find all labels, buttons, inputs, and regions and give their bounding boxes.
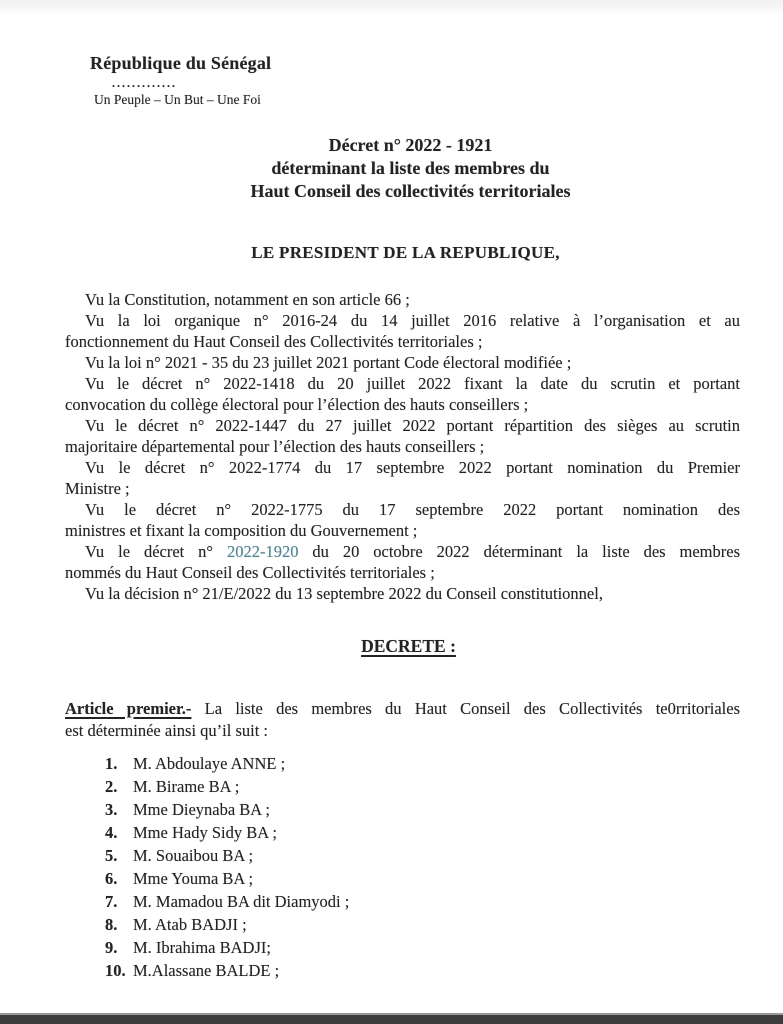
president-heading: LE PRESIDENT DE LA REPUBLIQUE, (251, 243, 560, 262)
decree-number: Décret n° 2022 - 1921 (328, 135, 493, 155)
letterhead (90, 52, 740, 108)
decree-document (65, 0, 740, 982)
visa-loi-organique-line2: fonctionnement du Haut Conseil des Collectivités territoriales ; (65, 332, 483, 351)
visa-decret-1418-line2: convocation du collège électoral pour l’élection des hauts conseillers ; (65, 395, 529, 414)
list-item (105, 844, 740, 867)
article-premier-label: Article premier.- (65, 699, 192, 718)
visa-decret-1775-line1: Vu le décret n° 2022-1775 du 17 septembre 2022 portant nomination des (85, 500, 740, 519)
visa-decret-1447-line2: majoritaire départemental pour l’élection des hauts conseillers ; (65, 437, 485, 456)
member-name: M. Souaibou BA ; (133, 846, 254, 865)
visa-decret-1774-line2: Ministre ; (65, 479, 130, 498)
member-name: M. Birame BA ; (133, 777, 240, 796)
member-number: 2. (105, 777, 118, 796)
member-name: M. Abdoulaye ANNE ; (133, 754, 286, 773)
article-premier (65, 698, 740, 742)
member-name: M. Atab BADJI ; (133, 915, 247, 934)
member-number: 10. (105, 961, 126, 980)
member-name: Mme Dieynaba BA ; (133, 800, 271, 819)
visa-decret-1920-line1 (65, 541, 740, 562)
member-name: Mme Youma BA ; (133, 869, 254, 888)
list-item (105, 959, 740, 982)
visa-decision-conseil: Vu la décision n° 21/E/2022 du 13 septembre 2022 du Conseil constitutionnel, (85, 584, 603, 603)
member-number: 3. (105, 800, 118, 819)
list-item (105, 775, 740, 798)
members-list (105, 752, 740, 982)
list-item (105, 821, 740, 844)
country-name: République du Sénégal (90, 53, 272, 73)
visa-decret-1447-line1: Vu le décret n° 2022-1447 du 27 juillet 2022 portant répartition des sièges au scrutin (85, 416, 740, 435)
article-premier-text: La liste des membres du Haut Conseil des Collectivités te0rritoriales (191, 699, 741, 718)
visa-decret-1418-line1: Vu le décret n° 2022-1418 du 20 juillet 2022 fixant la date du scrutin et portant (85, 374, 740, 393)
visa-decret-1774-line1: Vu le décret n° 2022-1774 du 17 septembre 2022 portant nomination du Premier (85, 458, 740, 477)
visa-decret-1920-prefix: Vu le décret n° (85, 542, 227, 561)
member-name: M. Mamadou BA dit Diamyodi ; (133, 892, 350, 911)
list-item (105, 752, 740, 775)
visa-loi-organique-line1: Vu la loi organique n° 2016-24 du 14 juillet 2016 relative à l’organisation et au (85, 311, 740, 330)
dotted-separator: ............. (112, 76, 177, 90)
list-item (105, 936, 740, 959)
member-number: 8. (105, 915, 118, 934)
member-number: 6. (105, 869, 118, 888)
list-item (105, 890, 740, 913)
visa-decret-1920-line2: nommés du Haut Conseil des Collectivités territoriales ; (65, 563, 435, 582)
national-motto: Un Peuple – Un But – Une Foi (94, 92, 261, 107)
decree-1920-link[interactable]: 2022-1920 (226, 542, 299, 561)
visa-constitution: Vu la Constitution, notamment en son article 66 ; (85, 290, 410, 309)
member-number: 5. (105, 846, 118, 865)
decree-title (65, 134, 740, 203)
decree-title-line3: Haut Conseil des collectivités territoriales (250, 181, 571, 201)
decrete-heading: DECRETE : (361, 636, 456, 656)
member-number: 4. (105, 823, 118, 842)
list-item (105, 867, 740, 890)
decree-title-line2: déterminant la liste des membres du (271, 158, 550, 178)
article-premier-line1 (65, 698, 740, 720)
member-number: 1. (105, 754, 118, 773)
photo-bottom-edge (0, 1013, 783, 1024)
list-item (105, 798, 740, 821)
member-name: M.Alassane BALDE ; (133, 961, 280, 980)
list-item (105, 913, 740, 936)
visa-loi-2021-35: Vu la loi n° 2021 - 35 du 23 juillet 2021 portant Code électoral modifiée ; (85, 353, 572, 372)
visa-clauses (65, 289, 740, 604)
member-name: M. Ibrahima BADJI; (133, 938, 271, 957)
article-premier-line2: est déterminée ainsi qu’il suit : (65, 721, 268, 740)
visa-decret-1775-line2: ministres et fixant la composition du Gouvernement ; (65, 521, 418, 540)
member-number: 9. (105, 938, 118, 957)
member-name: Mme Hady Sidy BA ; (133, 823, 277, 842)
visa-decret-1920-suffix: du 20 octobre 2022 déterminant la liste des membres (298, 542, 740, 561)
member-number: 7. (105, 892, 118, 911)
